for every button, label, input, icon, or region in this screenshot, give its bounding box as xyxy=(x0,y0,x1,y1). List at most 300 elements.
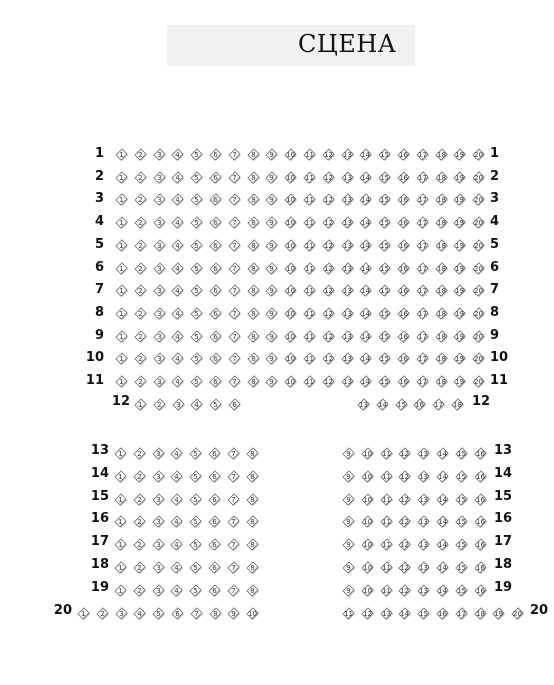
seat[interactable] xyxy=(114,215,129,230)
seat[interactable] xyxy=(133,238,148,253)
seat[interactable] xyxy=(452,147,467,162)
seat[interactable] xyxy=(283,351,298,366)
seat[interactable] xyxy=(245,606,260,621)
seat[interactable] xyxy=(283,261,298,276)
seat[interactable] xyxy=(434,170,449,185)
seat[interactable] xyxy=(207,446,222,461)
seat[interactable] xyxy=(452,306,467,321)
seat[interactable] xyxy=(471,283,486,298)
seat[interactable] xyxy=(435,446,450,461)
seat[interactable] xyxy=(302,329,317,344)
seat[interactable] xyxy=(133,329,148,344)
seat[interactable] xyxy=(208,261,223,276)
seat[interactable] xyxy=(434,261,449,276)
seat[interactable] xyxy=(435,514,450,529)
seat[interactable] xyxy=(415,329,430,344)
seat[interactable] xyxy=(415,215,430,230)
seat[interactable] xyxy=(321,351,336,366)
seat[interactable] xyxy=(452,192,467,207)
seat[interactable] xyxy=(416,583,431,598)
seat[interactable] xyxy=(397,560,412,575)
seat[interactable] xyxy=(264,306,279,321)
seat[interactable] xyxy=(132,606,147,621)
seat[interactable] xyxy=(471,192,486,207)
seat[interactable] xyxy=(208,351,223,366)
seat[interactable] xyxy=(416,537,431,552)
seat[interactable] xyxy=(132,537,147,552)
seat[interactable] xyxy=(188,583,203,598)
seat[interactable] xyxy=(396,329,411,344)
seat[interactable] xyxy=(113,537,128,552)
seat[interactable] xyxy=(360,492,375,507)
seat[interactable] xyxy=(151,537,166,552)
seat[interactable] xyxy=(454,537,469,552)
seat[interactable] xyxy=(340,374,355,389)
seat[interactable] xyxy=(152,306,167,321)
seat[interactable] xyxy=(471,147,486,162)
seat[interactable] xyxy=(207,469,222,484)
seat[interactable] xyxy=(454,492,469,507)
seat[interactable] xyxy=(358,329,373,344)
seat[interactable] xyxy=(152,374,167,389)
seat[interactable] xyxy=(416,606,431,621)
seat[interactable] xyxy=(245,469,260,484)
seat[interactable] xyxy=(169,583,184,598)
seat[interactable] xyxy=(379,514,394,529)
seat[interactable] xyxy=(208,147,223,162)
seat[interactable] xyxy=(208,192,223,207)
seat[interactable] xyxy=(321,306,336,321)
seat[interactable] xyxy=(170,192,185,207)
seat[interactable] xyxy=(114,351,129,366)
seat[interactable] xyxy=(114,306,129,321)
seat[interactable] xyxy=(245,537,260,552)
seat[interactable] xyxy=(434,283,449,298)
seat[interactable] xyxy=(170,374,185,389)
seat[interactable] xyxy=(379,606,394,621)
seat[interactable] xyxy=(151,514,166,529)
seat[interactable] xyxy=(471,215,486,230)
seat[interactable] xyxy=(246,147,261,162)
seat[interactable] xyxy=(133,283,148,298)
seat[interactable] xyxy=(396,147,411,162)
seat[interactable] xyxy=(283,283,298,298)
seat[interactable] xyxy=(189,397,204,412)
seat[interactable] xyxy=(245,446,260,461)
seat[interactable] xyxy=(227,238,242,253)
seat[interactable] xyxy=(340,351,355,366)
seat[interactable] xyxy=(152,170,167,185)
seat[interactable] xyxy=(340,215,355,230)
seat[interactable] xyxy=(113,560,128,575)
seat[interactable] xyxy=(341,560,356,575)
seat[interactable] xyxy=(227,261,242,276)
seat[interactable] xyxy=(226,537,241,552)
seat[interactable] xyxy=(170,238,185,253)
seat[interactable] xyxy=(170,329,185,344)
seat[interactable] xyxy=(340,170,355,185)
seat[interactable] xyxy=(452,261,467,276)
seat[interactable] xyxy=(358,147,373,162)
seat[interactable] xyxy=(189,170,204,185)
seat[interactable] xyxy=(471,351,486,366)
seat[interactable] xyxy=(283,170,298,185)
seat[interactable] xyxy=(434,306,449,321)
seat[interactable] xyxy=(152,147,167,162)
seat[interactable] xyxy=(133,261,148,276)
seat[interactable] xyxy=(208,606,223,621)
seat[interactable] xyxy=(208,170,223,185)
seat[interactable] xyxy=(321,329,336,344)
seat[interactable] xyxy=(227,283,242,298)
seat[interactable] xyxy=(188,492,203,507)
seat[interactable] xyxy=(113,492,128,507)
seat[interactable] xyxy=(379,537,394,552)
seat[interactable] xyxy=(113,514,128,529)
seat[interactable] xyxy=(434,351,449,366)
seat[interactable] xyxy=(151,446,166,461)
seat[interactable] xyxy=(114,329,129,344)
seat[interactable] xyxy=(208,374,223,389)
seat[interactable] xyxy=(264,147,279,162)
seat[interactable] xyxy=(396,215,411,230)
seat[interactable] xyxy=(379,560,394,575)
seat[interactable] xyxy=(416,446,431,461)
seat[interactable] xyxy=(452,215,467,230)
seat[interactable] xyxy=(114,283,129,298)
seat[interactable] xyxy=(396,351,411,366)
seat[interactable] xyxy=(189,606,204,621)
seat[interactable] xyxy=(226,514,241,529)
seat[interactable] xyxy=(341,469,356,484)
seat[interactable] xyxy=(302,215,317,230)
seat[interactable] xyxy=(207,492,222,507)
seat[interactable] xyxy=(170,606,185,621)
seat[interactable] xyxy=(208,215,223,230)
seat[interactable] xyxy=(264,192,279,207)
seat[interactable] xyxy=(76,606,91,621)
seat[interactable] xyxy=(152,329,167,344)
seat[interactable] xyxy=(379,446,394,461)
seat[interactable] xyxy=(170,306,185,321)
seat[interactable] xyxy=(360,446,375,461)
seat[interactable] xyxy=(226,446,241,461)
seat[interactable] xyxy=(264,238,279,253)
seat[interactable] xyxy=(473,583,488,598)
seat[interactable] xyxy=(302,374,317,389)
seat[interactable] xyxy=(358,374,373,389)
seat[interactable] xyxy=(471,170,486,185)
seat[interactable] xyxy=(358,215,373,230)
seat[interactable] xyxy=(227,215,242,230)
seat[interactable] xyxy=(473,537,488,552)
seat[interactable] xyxy=(189,192,204,207)
seat[interactable] xyxy=(358,306,373,321)
seat[interactable] xyxy=(245,583,260,598)
seat[interactable] xyxy=(114,374,129,389)
seat[interactable] xyxy=(132,492,147,507)
seat[interactable] xyxy=(360,514,375,529)
seat[interactable] xyxy=(340,238,355,253)
seat[interactable] xyxy=(133,306,148,321)
seat[interactable] xyxy=(169,469,184,484)
seat[interactable] xyxy=(360,469,375,484)
seat[interactable] xyxy=(356,397,371,412)
seat[interactable] xyxy=(396,192,411,207)
seat[interactable] xyxy=(246,329,261,344)
seat[interactable] xyxy=(152,192,167,207)
seat[interactable] xyxy=(133,170,148,185)
seat[interactable] xyxy=(396,306,411,321)
seat[interactable] xyxy=(302,351,317,366)
seat[interactable] xyxy=(151,606,166,621)
seat[interactable] xyxy=(132,514,147,529)
seat[interactable] xyxy=(245,492,260,507)
seat[interactable] xyxy=(133,192,148,207)
seat[interactable] xyxy=(246,283,261,298)
seat[interactable] xyxy=(452,374,467,389)
seat[interactable] xyxy=(434,192,449,207)
seat[interactable] xyxy=(471,238,486,253)
seat[interactable] xyxy=(379,469,394,484)
seat[interactable] xyxy=(152,283,167,298)
seat[interactable] xyxy=(397,492,412,507)
seat[interactable] xyxy=(358,238,373,253)
seat[interactable] xyxy=(245,514,260,529)
seat[interactable] xyxy=(454,469,469,484)
seat[interactable] xyxy=(510,606,525,621)
seat[interactable] xyxy=(396,261,411,276)
seat[interactable] xyxy=(302,306,317,321)
seat[interactable] xyxy=(114,192,129,207)
seat[interactable] xyxy=(133,374,148,389)
seat[interactable] xyxy=(264,374,279,389)
seat[interactable] xyxy=(377,261,392,276)
seat[interactable] xyxy=(264,283,279,298)
seat[interactable] xyxy=(340,283,355,298)
seat[interactable] xyxy=(208,329,223,344)
seat[interactable] xyxy=(358,283,373,298)
seat[interactable] xyxy=(340,192,355,207)
seat[interactable] xyxy=(415,283,430,298)
seat[interactable] xyxy=(188,514,203,529)
seat[interactable] xyxy=(452,351,467,366)
seat[interactable] xyxy=(226,560,241,575)
seat[interactable] xyxy=(473,514,488,529)
seat[interactable] xyxy=(170,215,185,230)
seat[interactable] xyxy=(473,469,488,484)
seat[interactable] xyxy=(377,283,392,298)
seat[interactable] xyxy=(246,192,261,207)
seat[interactable] xyxy=(246,374,261,389)
seat[interactable] xyxy=(227,374,242,389)
seat[interactable] xyxy=(170,261,185,276)
seat[interactable] xyxy=(454,446,469,461)
seat[interactable] xyxy=(226,583,241,598)
seat[interactable] xyxy=(227,147,242,162)
seat[interactable] xyxy=(377,306,392,321)
seat[interactable] xyxy=(454,583,469,598)
seat[interactable] xyxy=(208,306,223,321)
seat[interactable] xyxy=(227,170,242,185)
seat[interactable] xyxy=(360,583,375,598)
seat[interactable] xyxy=(321,374,336,389)
seat[interactable] xyxy=(321,261,336,276)
seat[interactable] xyxy=(471,261,486,276)
seat[interactable] xyxy=(379,492,394,507)
seat[interactable] xyxy=(283,215,298,230)
seat[interactable] xyxy=(283,147,298,162)
seat[interactable] xyxy=(454,514,469,529)
seat[interactable] xyxy=(208,238,223,253)
seat[interactable] xyxy=(226,469,241,484)
seat[interactable] xyxy=(412,397,427,412)
seat[interactable] xyxy=(377,329,392,344)
seat[interactable] xyxy=(169,514,184,529)
seat[interactable] xyxy=(246,261,261,276)
seat[interactable] xyxy=(227,351,242,366)
seat[interactable] xyxy=(321,283,336,298)
seat[interactable] xyxy=(434,147,449,162)
seat[interactable] xyxy=(473,446,488,461)
seat[interactable] xyxy=(245,560,260,575)
seat[interactable] xyxy=(114,261,129,276)
seat[interactable] xyxy=(321,192,336,207)
seat[interactable] xyxy=(340,329,355,344)
seat[interactable] xyxy=(415,238,430,253)
seat[interactable] xyxy=(360,560,375,575)
seat[interactable] xyxy=(394,397,409,412)
seat[interactable] xyxy=(341,537,356,552)
seat[interactable] xyxy=(341,492,356,507)
seat[interactable] xyxy=(188,469,203,484)
seat[interactable] xyxy=(321,238,336,253)
seat[interactable] xyxy=(133,215,148,230)
seat[interactable] xyxy=(114,606,129,621)
seat[interactable] xyxy=(340,261,355,276)
seat[interactable] xyxy=(415,261,430,276)
seat[interactable] xyxy=(396,374,411,389)
seat[interactable] xyxy=(246,170,261,185)
seat[interactable] xyxy=(169,537,184,552)
seat[interactable] xyxy=(471,374,486,389)
seat[interactable] xyxy=(208,283,223,298)
seat[interactable] xyxy=(452,170,467,185)
seat[interactable] xyxy=(283,374,298,389)
seat[interactable] xyxy=(435,492,450,507)
seat[interactable] xyxy=(434,215,449,230)
seat[interactable] xyxy=(113,469,128,484)
seat[interactable] xyxy=(471,329,486,344)
seat[interactable] xyxy=(188,537,203,552)
seat[interactable] xyxy=(397,583,412,598)
seat[interactable] xyxy=(152,261,167,276)
seat[interactable] xyxy=(360,537,375,552)
seat[interactable] xyxy=(152,397,167,412)
seat[interactable] xyxy=(207,583,222,598)
seat[interactable] xyxy=(264,170,279,185)
seat[interactable] xyxy=(321,170,336,185)
seat[interactable] xyxy=(226,492,241,507)
seat[interactable] xyxy=(435,606,450,621)
seat[interactable] xyxy=(377,170,392,185)
seat[interactable] xyxy=(283,192,298,207)
seat[interactable] xyxy=(397,469,412,484)
seat[interactable] xyxy=(283,306,298,321)
seat[interactable] xyxy=(358,170,373,185)
seat[interactable] xyxy=(169,492,184,507)
seat[interactable] xyxy=(473,560,488,575)
seat[interactable] xyxy=(435,560,450,575)
seat[interactable] xyxy=(171,397,186,412)
seat[interactable] xyxy=(415,170,430,185)
seat[interactable] xyxy=(169,446,184,461)
seat[interactable] xyxy=(189,306,204,321)
seat[interactable] xyxy=(264,215,279,230)
seat[interactable] xyxy=(454,606,469,621)
seat[interactable] xyxy=(341,446,356,461)
seat[interactable] xyxy=(207,537,222,552)
seat[interactable] xyxy=(341,606,356,621)
seat[interactable] xyxy=(416,560,431,575)
seat[interactable] xyxy=(227,397,242,412)
seat[interactable] xyxy=(415,351,430,366)
seat[interactable] xyxy=(397,514,412,529)
seat[interactable] xyxy=(452,329,467,344)
seat[interactable] xyxy=(415,147,430,162)
seat[interactable] xyxy=(302,238,317,253)
seat[interactable] xyxy=(246,238,261,253)
seat[interactable] xyxy=(151,469,166,484)
seat[interactable] xyxy=(151,560,166,575)
seat[interactable] xyxy=(302,261,317,276)
seat[interactable] xyxy=(491,606,506,621)
seat[interactable] xyxy=(321,147,336,162)
seat[interactable] xyxy=(450,397,465,412)
seat[interactable] xyxy=(283,238,298,253)
seat[interactable] xyxy=(415,192,430,207)
seat[interactable] xyxy=(132,469,147,484)
seat[interactable] xyxy=(189,238,204,253)
seat[interactable] xyxy=(264,261,279,276)
seat[interactable] xyxy=(114,170,129,185)
seat[interactable] xyxy=(152,351,167,366)
seat[interactable] xyxy=(341,514,356,529)
seat[interactable] xyxy=(358,192,373,207)
seat[interactable] xyxy=(397,446,412,461)
seat[interactable] xyxy=(302,283,317,298)
seat[interactable] xyxy=(360,606,375,621)
seat[interactable] xyxy=(377,351,392,366)
seat[interactable] xyxy=(170,147,185,162)
seat[interactable] xyxy=(340,147,355,162)
seat[interactable] xyxy=(302,192,317,207)
seat[interactable] xyxy=(208,397,223,412)
seat[interactable] xyxy=(396,283,411,298)
seat[interactable] xyxy=(397,606,412,621)
seat[interactable] xyxy=(358,261,373,276)
seat[interactable] xyxy=(454,560,469,575)
seat[interactable] xyxy=(340,306,355,321)
seat[interactable] xyxy=(113,583,128,598)
seat[interactable] xyxy=(227,192,242,207)
seat[interactable] xyxy=(377,147,392,162)
seat[interactable] xyxy=(152,215,167,230)
seat[interactable] xyxy=(114,147,129,162)
seat[interactable] xyxy=(473,492,488,507)
seat[interactable] xyxy=(431,397,446,412)
seat[interactable] xyxy=(377,374,392,389)
